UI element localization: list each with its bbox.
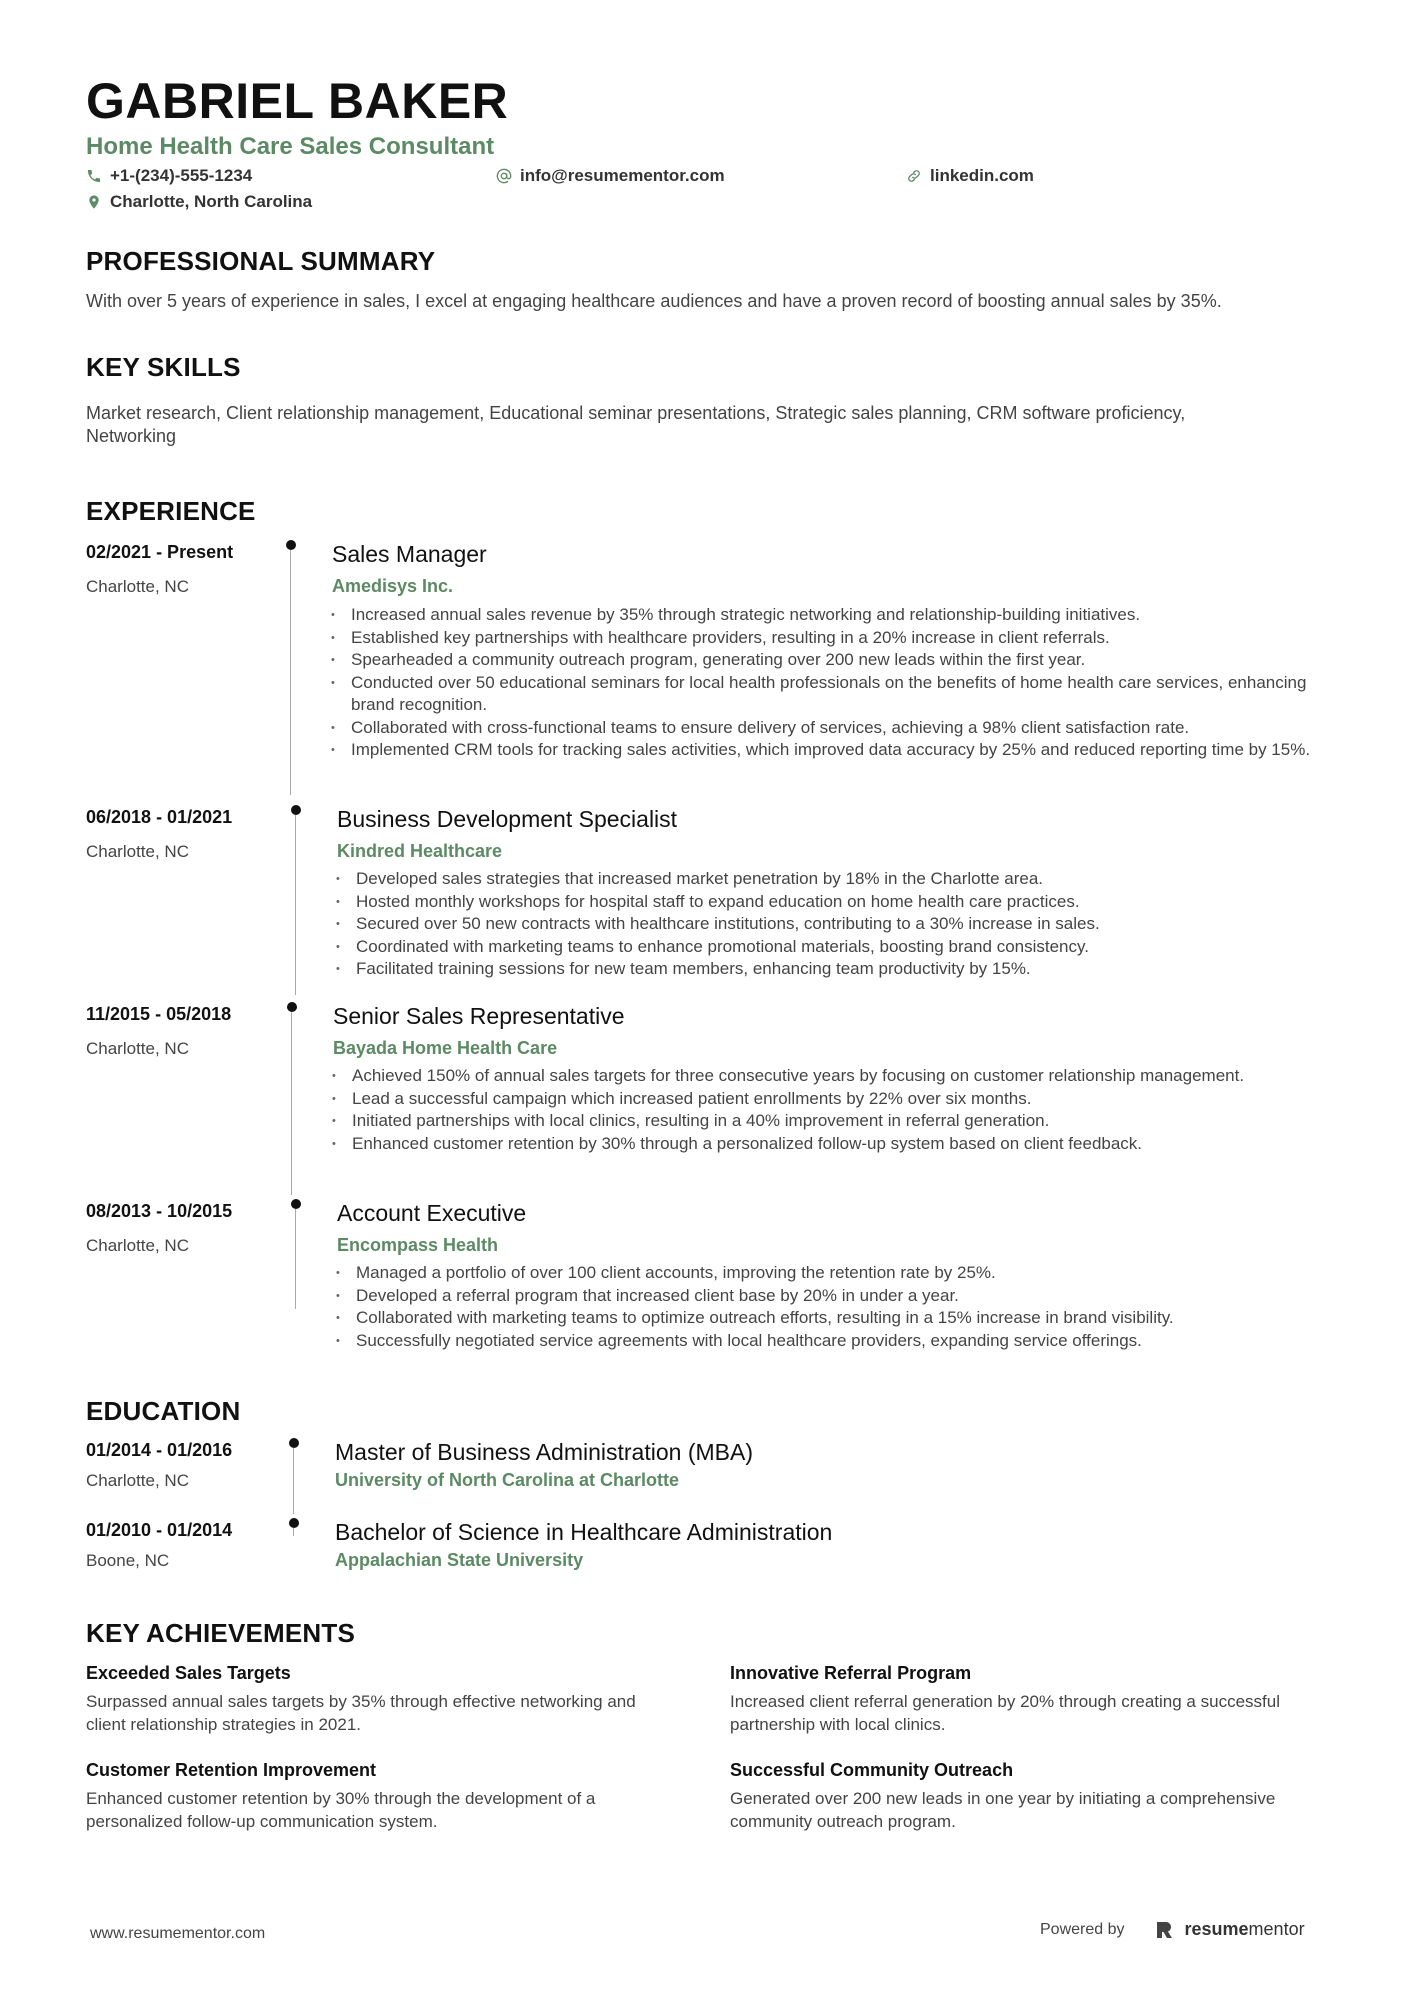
list-item: • Secured over 50 new contracts with healthcare institutions, contributing to a 30% increase in sales. xyxy=(331,913,1321,936)
candidate-name: GABRIEL BAKER xyxy=(86,73,509,129)
job-location: Charlotte, NC xyxy=(86,842,189,861)
job-company: Kindred Healthcare xyxy=(337,841,503,861)
candidate-title: Home Health Care Sales Consultant xyxy=(86,133,495,160)
timeline-dot xyxy=(286,540,296,550)
logo-bold-text: resume xyxy=(1184,1919,1249,1939)
list-item: • Conducted over 50 educational seminars for local health professionals on the benefits of home health care services, enhancing brand recognition. xyxy=(326,672,1326,717)
edu-location: Boone, NC xyxy=(86,1551,170,1570)
at-icon xyxy=(496,168,512,184)
achievement-title: Customer Retention Improvement xyxy=(86,1760,377,1780)
contact-linkedin xyxy=(906,166,1034,186)
location-text: Charlotte, North Carolina xyxy=(110,192,313,211)
timeline-line xyxy=(293,1528,294,1536)
timeline-dot xyxy=(287,1002,297,1012)
experience-heading: EXPERIENCE xyxy=(86,496,256,526)
list-item: • Increased annual sales revenue by 35% through strategic networking and relationship-building initiatives. xyxy=(326,604,1326,627)
list-item: • Developed a referral program that increased client base by 20% in under a year. xyxy=(331,1285,1321,1308)
timeline-line xyxy=(291,1012,292,1195)
job-company: Amedisys Inc. xyxy=(332,576,454,596)
list-item: • Collaborated with cross-functional teams to ensure delivery of services, achieving a 98% client satisfaction rate. xyxy=(326,717,1326,740)
list-item: • Achieved 150% of annual sales targets for three consecutive years by focusing on customer relationship management. xyxy=(327,1065,1307,1088)
email-link[interactable]: info@resumementor.com xyxy=(520,166,725,185)
edu-degree: Master of Business Administration (MBA) xyxy=(335,1439,753,1465)
job-role: Sales Manager xyxy=(332,541,487,567)
achievement-desc: Increased client referral generation by 20% through creating a successful partnership with local clinics. xyxy=(730,1692,1280,1734)
phone-icon xyxy=(86,168,102,184)
job-location: Charlotte, NC xyxy=(86,577,189,596)
timeline-line xyxy=(295,815,296,995)
contact-email xyxy=(496,166,725,186)
job-company: Bayada Home Health Care xyxy=(333,1038,558,1058)
achievement-title: Exceeded Sales Targets xyxy=(86,1663,291,1683)
timeline-dot xyxy=(289,1438,299,1448)
list-item: • Spearheaded a community outreach program, generating over 200 new leads within the first year. xyxy=(326,649,1326,672)
education-heading: EDUCATION xyxy=(86,1396,241,1426)
list-item: • Managed a portfolio of over 100 client accounts, improving the retention rate by 25%. xyxy=(331,1262,1321,1285)
job-role: Business Development Specialist xyxy=(337,806,678,832)
list-item: • Lead a successful campaign which increased patient enrollments by 22% over six months. xyxy=(327,1088,1307,1111)
timeline-dot xyxy=(291,1199,301,1209)
linkedin-link[interactable]: linkedin.com xyxy=(930,166,1034,185)
job-dates: 06/2018 - 01/2021 xyxy=(86,807,233,827)
job-company: Encompass Health xyxy=(337,1235,499,1255)
timeline-dot xyxy=(289,1518,299,1528)
job-bullets xyxy=(327,1065,1307,1155)
list-item: • Hosted monthly workshops for hospital staff to expand education on home health care practices. xyxy=(331,891,1321,914)
summary-heading: PROFESSIONAL SUMMARY xyxy=(86,246,436,276)
resumementor-logo xyxy=(1185,1919,1305,1940)
list-item: • Established key partnerships with healthcare providers, resulting in a 20% increase in client referrals. xyxy=(326,627,1326,650)
job-location: Charlotte, NC xyxy=(86,1039,189,1058)
edu-dates: 01/2010 - 01/2014 xyxy=(86,1520,233,1540)
link-icon xyxy=(906,168,922,184)
job-bullets xyxy=(326,604,1326,762)
edu-school: Appalachian State University xyxy=(335,1550,584,1570)
job-location: Charlotte, NC xyxy=(86,1236,189,1255)
contact-phone xyxy=(86,166,252,186)
contact-location xyxy=(86,192,312,212)
location-pin-icon xyxy=(86,194,102,210)
timeline-line xyxy=(295,1209,296,1309)
list-item: • Developed sales strategies that increased market penetration by 18% in the Charlotte area. xyxy=(331,868,1321,891)
list-item: • Initiated partnerships with local clinics, resulting in a 40% improvement in referral generation. xyxy=(327,1110,1307,1133)
job-dates: 08/2013 - 10/2015 xyxy=(86,1201,233,1221)
list-item: • Coordinated with marketing teams to enhance promotional materials, boosting brand consistency. xyxy=(331,936,1321,959)
footer-branding xyxy=(1040,1919,1305,1940)
job-bullets xyxy=(331,868,1321,981)
achievement-desc: Enhanced customer retention by 30% through the development of a personalized follow-up communication system. xyxy=(86,1789,596,1831)
edu-school: University of North Carolina at Charlotte xyxy=(335,1470,680,1490)
edu-dates: 01/2014 - 01/2016 xyxy=(86,1440,233,1460)
job-role: Senior Sales Representative xyxy=(333,1003,625,1029)
footer-website[interactable]: www.resumementor.com xyxy=(90,1925,266,1942)
timeline-line xyxy=(293,1448,294,1514)
skills-heading: KEY SKILLS xyxy=(86,352,241,382)
achievement-title: Successful Community Outreach xyxy=(730,1760,1014,1780)
job-dates: 11/2015 - 05/2018 xyxy=(86,1004,232,1024)
achievement-desc: Generated over 200 new leads in one year by initiating a comprehensive community outreach program. xyxy=(730,1789,1276,1831)
list-item: • Facilitated training sessions for new team members, enhancing team productivity by 15%. xyxy=(331,958,1321,981)
edu-degree: Bachelor of Science in Healthcare Administration xyxy=(335,1519,833,1545)
achievement-title: Innovative Referral Program xyxy=(730,1663,972,1683)
resumementor-logo-icon xyxy=(1155,1920,1173,1940)
summary-text: With over 5 years of experience in sales, I excel at engaging healthcare audiences and have a proven record of boosting annual sales by 35%. xyxy=(86,291,1222,311)
job-bullets xyxy=(331,1262,1321,1352)
job-role: Account Executive xyxy=(337,1200,527,1226)
timeline-line xyxy=(290,550,291,795)
list-item: • Successfully negotiated service agreements with local healthcare providers, expanding service offerings. xyxy=(331,1330,1321,1353)
timeline-dot xyxy=(291,805,301,815)
powered-by-text: Powered by xyxy=(1040,1920,1125,1938)
skills-text: Market research, Client relationship management, Educational seminar presentations, Strategic sales planning, CRM software proficiency, Networking xyxy=(86,403,1186,446)
list-item: • Enhanced customer retention by 30% through a personalized follow-up system based on client feedback. xyxy=(327,1133,1307,1156)
edu-location: Charlotte, NC xyxy=(86,1471,189,1490)
list-item: • Implemented CRM tools for tracking sales activities, which improved data accuracy by 25% and reduced reporting time by 15%. xyxy=(326,739,1326,762)
phone-text: +1-(234)-555-1234 xyxy=(110,166,253,185)
list-item: • Collaborated with marketing teams to optimize outreach efforts, resulting in a 15% increase in brand visibility. xyxy=(331,1307,1321,1330)
achievements-heading: KEY ACHIEVEMENTS xyxy=(86,1618,356,1648)
achievement-desc: Surpassed annual sales targets by 35% through effective networking and client relationship strategies in 2021. xyxy=(86,1692,636,1734)
logo-light-text: mentor xyxy=(1248,1919,1305,1939)
job-dates: 02/2021 - Present xyxy=(86,542,234,562)
